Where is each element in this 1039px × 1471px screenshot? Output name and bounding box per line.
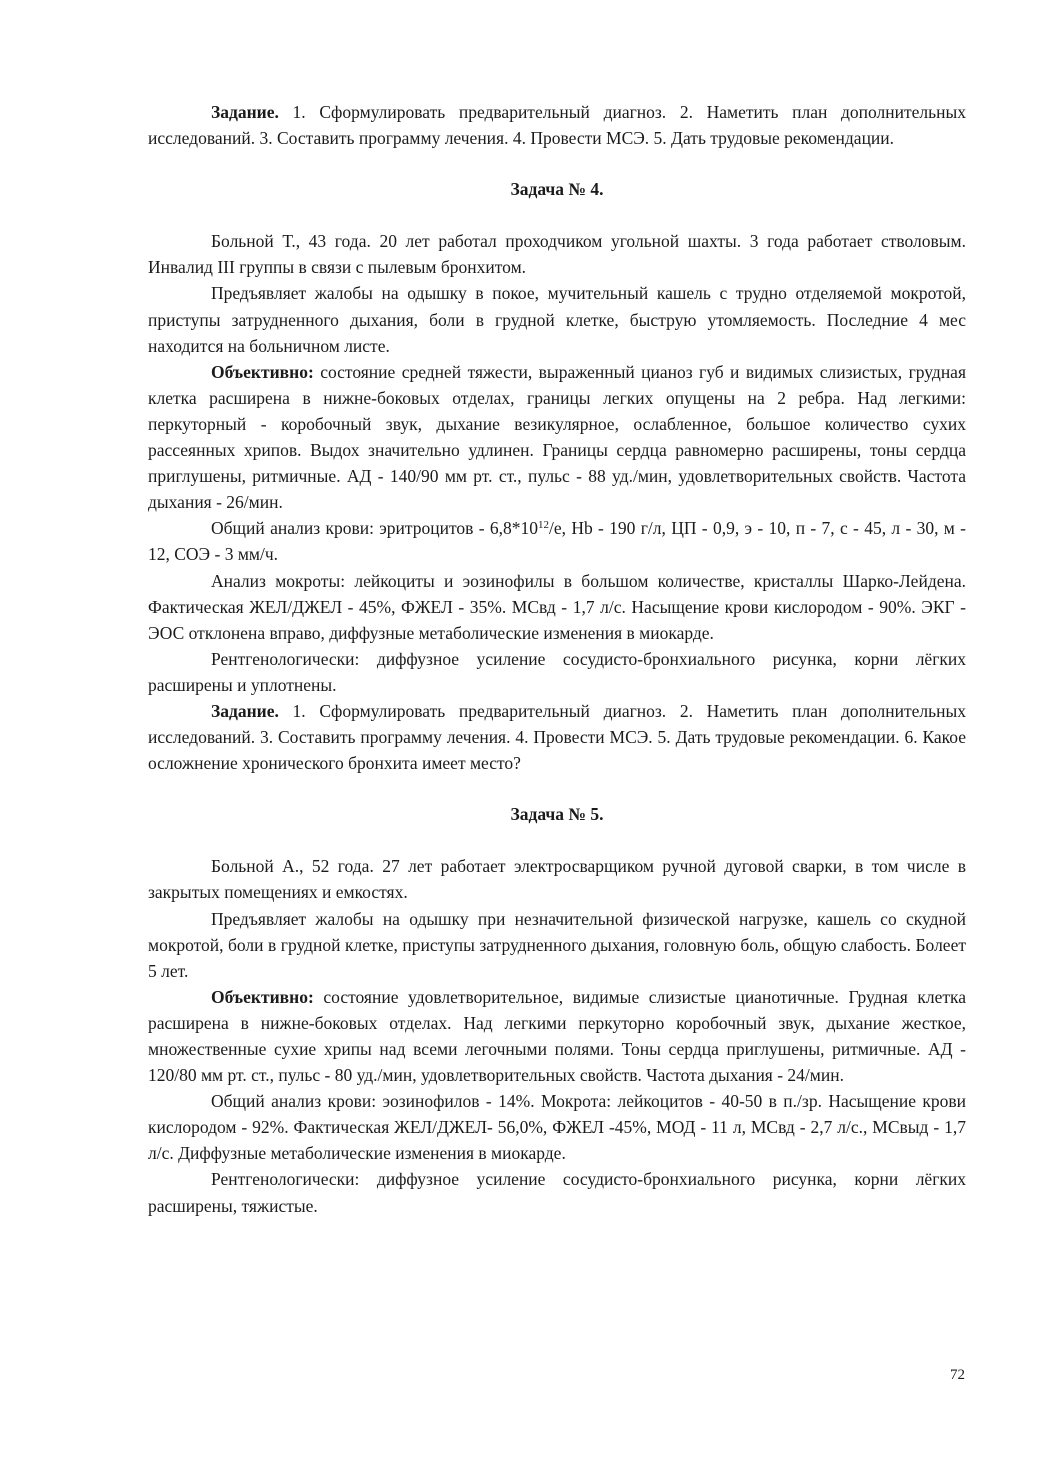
intro-assignment	[148, 99, 966, 151]
document-page	[148, 99, 966, 1219]
blood-test-text-start: Общий анализ крови: эритроцитов - 6,8*10	[211, 518, 538, 539]
task5-blood-test: Общий анализ крови: эозинофилов - 14%. Мокрота: лейкоцитов - 40-50 в п./зр. Насыщение крови кислородом - 92%. Фактическая ЖЕЛ/ДЖЕЛ- 56,0%, ФЖЕЛ -45%, МОД - 11 л, МСвд - 2,7 л/с., МСвыд - 1,7 л/с. Диффузные метаболические изменения в миокарде.	[148, 1091, 966, 1164]
page-number: 72	[950, 1367, 965, 1383]
task4-xray: Рентгенологически: диффузное усиление сосудисто-бронхиального рисунка, корни лёгких расширены и уплотнены.	[148, 648, 966, 695]
task5-complaints: Предъявляет жалобы на одышку при незначительной физической нагрузке, кашель со скудной мокротой, боли в грудной клетке, приступы затрудненного дыхания, головную боль, общую слабость. Болеет 5 лет.	[148, 908, 966, 981]
assignment-label: Задание.	[211, 102, 279, 122]
task5-objective	[148, 984, 966, 1088]
exponent: 12	[538, 519, 549, 532]
objective-text: состояние удовлетворительное, видимые слизистые цианотичные. Грудная клетка расширена в нижне-боковых отделах. Над легкими перкуторно коробочный звук, дыхание жесткое, множественные сухие хрипы над всеми легочными полями. Тоны сердца приглушены, ритмичные. АД - 120/80 мм рт. ст., пульс - 80 уд./мин, удовлетворительных свойств. Частота дыхания - 24/мин.	[148, 986, 966, 1086]
task4-complaints: Предъявляет жалобы на одышку в покое, мучительный кашель с трудно отделяемой мокротой, приступы затрудненного дыхания, боли в грудной клетке, быструю утомляемость. Последние 4 мес находится на больничном листе.	[148, 283, 966, 356]
assignment-label: Задание.	[211, 700, 279, 721]
assignment-text: 1. Сформулировать предварительный диагноз. 2. Наметить план дополнительных исследований. 3. Составить программу лечения. 4. Провести МСЭ. 5. Дать трудовые рекомендации.	[148, 102, 966, 149]
task4-assignment	[148, 698, 966, 776]
objective-text: состояние средней тяжести, выраженный цианоз губ и видимых слизистых, грудная клетка расширена в нижне-боковых отделах, границы легких опущены на 2 ребра. Над легкими: перкуторный - коробочный звук, дыхание везикулярное, ослабленное, большое количество сухих рассеянных хрипов. Выдох значительно удлинен. Границы сердца равномерно расширены, тоны сердца приглушены, ритмичные. АД - 140/90 мм рт. ст., пульс - 88 уд./мин, удовлетворительных свойств. Частота дыхания - 26/мин.	[148, 361, 966, 513]
objective-label: Объективно:	[211, 986, 314, 1007]
task4-blood-test	[148, 515, 966, 567]
blood-test-text-end: /е, Hb - 190 г/л, ЦП - 0,9, э - 10, п - 7, с - 45, л - 30, м - 12, СОЭ - 3 мм/ч.	[148, 518, 966, 565]
task4-sputum: Анализ мокроты: лейкоциты и эозинофилы в большом количестве, кристаллы Шарко-Лейдена. Фактическая ЖЕЛ/ДЖЕЛ - 45%, ФЖЕЛ - 35%. МСвд - 1,7 л/с. Насыщение крови кислородом - 90%. ЭКГ - ЭОС отклонена вправо, диффузные метаболические изменения в миокарде.	[148, 570, 966, 643]
task4-title: Задача № 4.	[510, 179, 604, 200]
assignment-text: 1. Сформулировать предварительный диагноз. 2. Наметить план дополнительных исследований. 3. Составить программу лечения. 4. Провести МСЭ. 5. Дать трудовые рекомендации. 6. Какое осложнение хронического бронхита имеет место?	[148, 700, 966, 774]
task4-objective	[148, 359, 966, 516]
task4-patient: Больной Т., 43 года. 20 лет работал проходчиком угольной шахты. 3 года работает стволовым. Инвалид III группы в связи с пылевым бронхитом.	[148, 231, 966, 278]
objective-label: Объективно:	[211, 361, 314, 382]
task5-xray: Рентгенологически: диффузное усиление сосудисто-бронхиального рисунка, корни лёгких расширены, тяжистые.	[148, 1169, 966, 1216]
task5-patient: Больной А., 52 года. 27 лет работает электросварщиком ручной дуговой сварки, в том числе в закрытых помещениях и емкостях.	[148, 856, 966, 903]
task5-title: Задача № 5.	[510, 804, 604, 825]
